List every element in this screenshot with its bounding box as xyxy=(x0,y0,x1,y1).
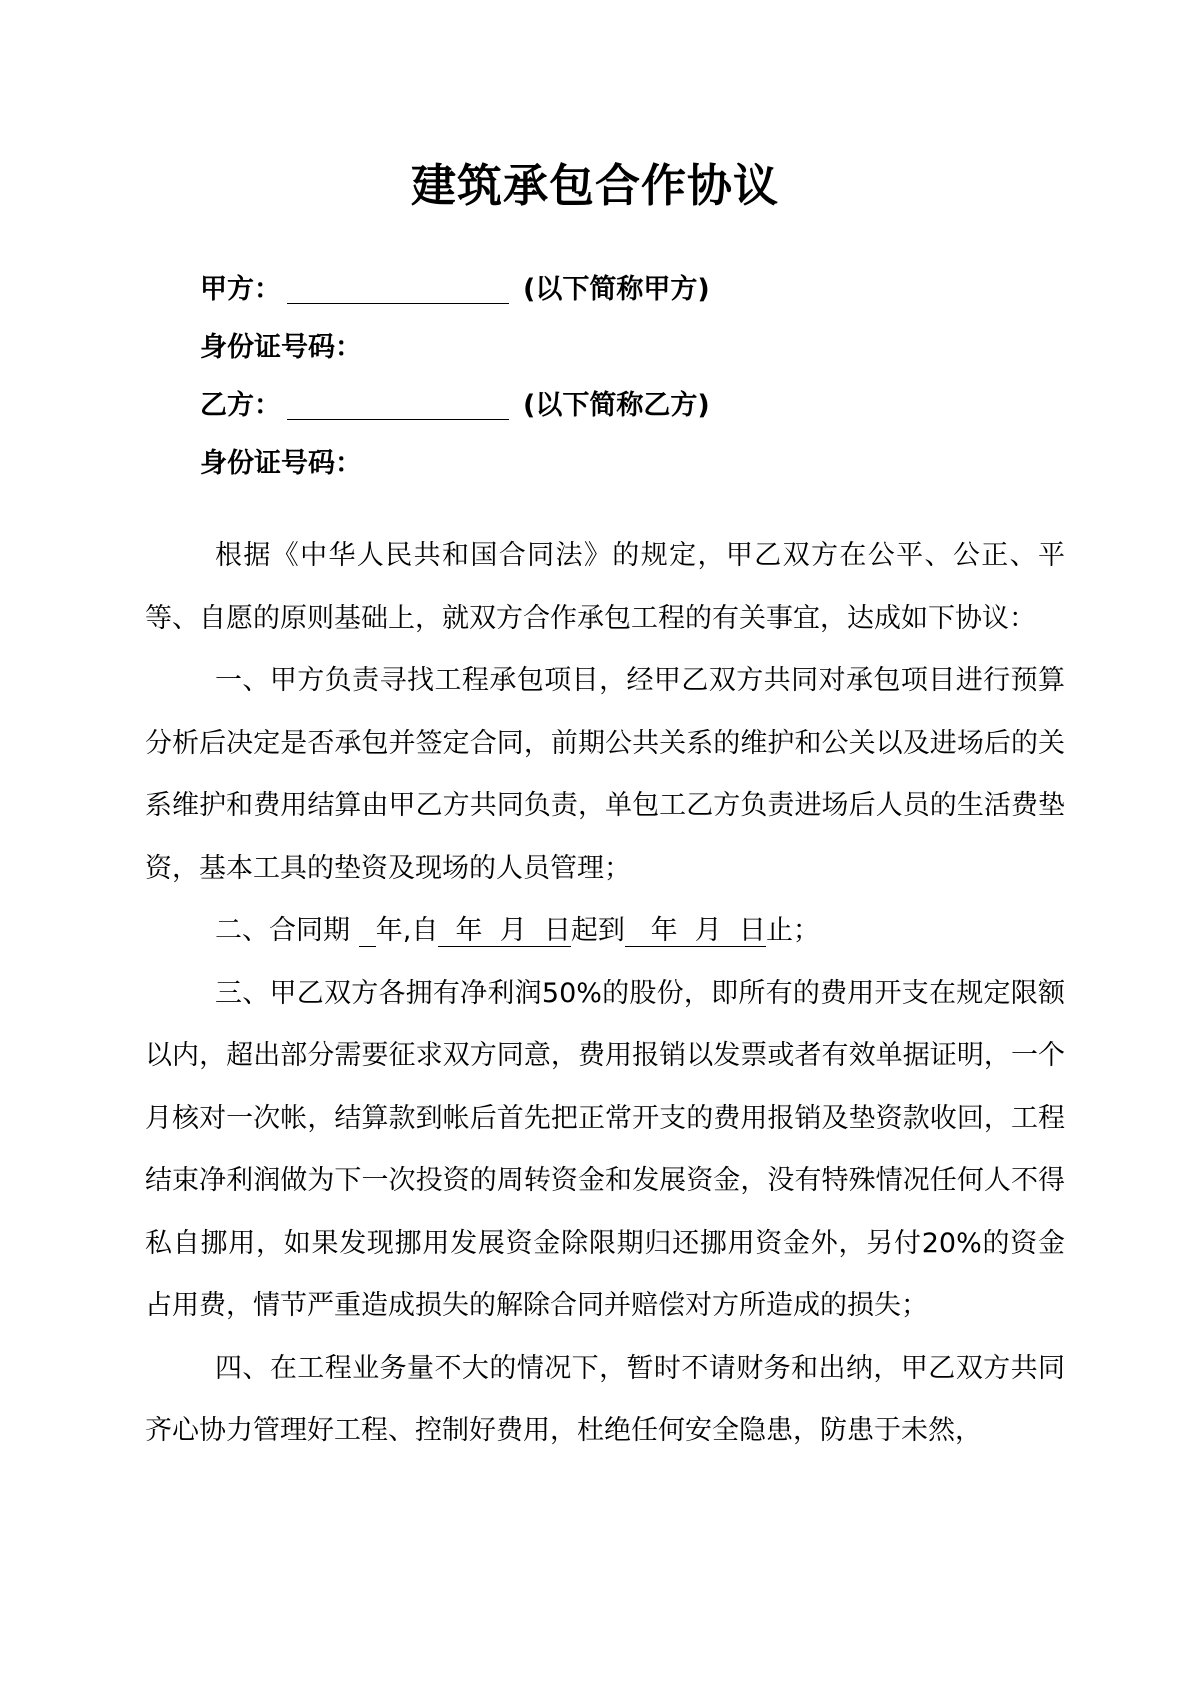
intro-paragraph: 根据《中华人民共和国合同法》的规定，甲乙双方在公平、公正、平等、自愿的原则基础上，就双方合作承包工程的有关事宜，达成如下协议： xyxy=(145,540,1065,634)
clause-2-end-date: 年 月 日 xyxy=(624,915,766,946)
party-b-line xyxy=(200,386,710,426)
clause-2-prefix: 二、合同期 xyxy=(215,915,350,946)
clause-2-year-word: 年,自 xyxy=(375,915,439,946)
document-body xyxy=(145,525,1065,1463)
party-a-id-label: 身份证号码： xyxy=(200,332,362,363)
party-a-name-blank xyxy=(287,273,509,304)
clause-2-paragraph xyxy=(145,900,1065,963)
party-b-id-label: 身份证号码： xyxy=(200,448,362,479)
clause-1-paragraph: 一、甲方负责寻找工程承包项目，经甲乙双方共同对承包项目进行预算分析后决定是否承包并签定合同，前期公共关系的维护和公关以及进场后的关系维护和费用结算由甲乙方共同负责，单包工乙方负责进场后人员的生活费垫资，基本工具的垫资及现场的人员管理； xyxy=(145,665,1065,884)
clause-4-paragraph: 四、在工程业务量不大的情况下，暂时不请财务和出纳，甲乙双方共同齐心协力管理好工程、控制好费用，杜绝任何安全隐患，防患于未然， xyxy=(145,1352,1065,1446)
party-a-suffix: (以下简称甲方) xyxy=(523,274,710,305)
clause-2-mid: 起到 xyxy=(570,915,625,946)
document-title: 建筑承包合作协议 xyxy=(410,159,779,212)
clause-2-years-blank xyxy=(359,915,376,947)
clause-3-paragraph: 三、甲乙双方各拥有净利润50%的股份，即所有的费用开支在规定限额以内，超出部分需要征求双方同意，费用报销以发票或者有效单据证明，一个月核对一次帐，结算款到帐后首先把正常开支的费用报销及垫资款收回，工程结束净利润做为下一次投资的周转资金和发展资金，没有特殊情况任何人不得私自挪用，如果发现挪用发展资金除限期归还挪用资金外，另付20%的资金占用费，情节严重造成损失的解除合同并赔偿对方所造成的损失； xyxy=(145,977,1065,1321)
clause-2-suffix: 止； xyxy=(765,915,820,946)
party-a-id-line xyxy=(200,328,362,368)
clause-2-start-date: 年 月 日 xyxy=(438,915,571,946)
party-b-suffix: (以下简称乙方) xyxy=(523,390,710,421)
party-a-label: 甲方： xyxy=(200,274,281,305)
party-b-label: 乙方： xyxy=(200,390,281,421)
party-b-name-blank xyxy=(287,389,509,420)
party-b-id-line xyxy=(200,444,362,484)
party-a-line xyxy=(200,270,710,310)
